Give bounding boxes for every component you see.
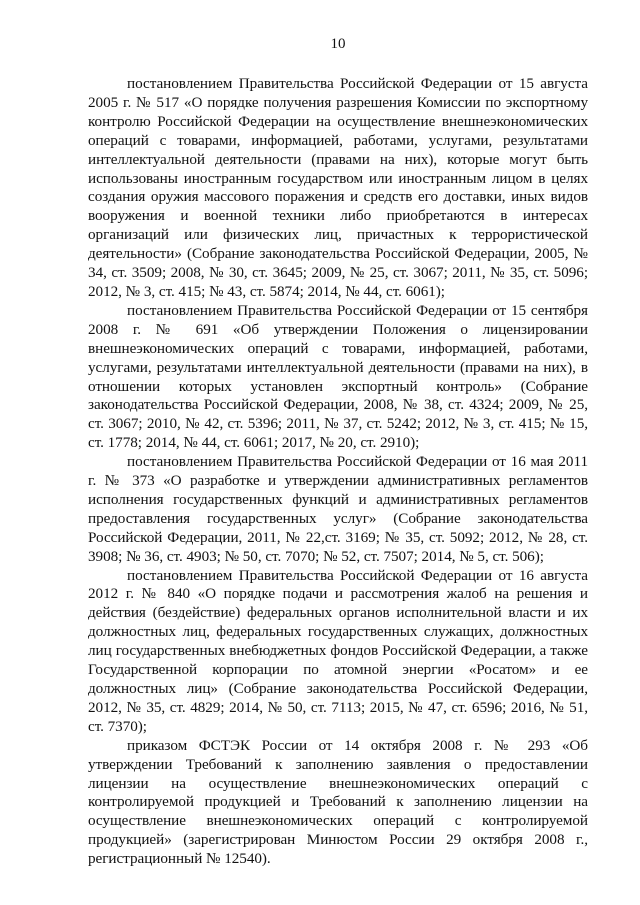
paragraph-resolution-840: постановлением Правительства Российской Федерации от 16 августа 2012 г. № 840 «О порядке подачи и рассмотрения жалоб на решения и действия (бездействие) федеральных органов исполнительной власти и их должностных лиц, федеральных государственных служащих, должностных лиц государственных внебюджетных фондов Российской Федерации, а также Государственной корпорации по атомной энергии «Росатом» и ее должностных лиц» (Собрание законодательства Российской Федерации, 2012, № 35, ст. 4829; 2014, № 50, ст. 7113; 2015, № 47, ст. 6596; 2016, № 51, ст. 7370); <box>88 566 588 735</box>
page-number: 10 <box>330 36 346 52</box>
paragraph-resolution-517: постановлением Правительства Российской Федерации от 15 августа 2005 г. № 517 «О порядке получения разрешения Комиссии по экспортному контролю Российской Федерации на осуществление внешнеэкономических операций с товарами, информацией, работами, услугами, результатами интеллектуальной деятельности (правами на них), которые могут быть использованы иностранным государством или иностранным лицом в целях создания оружия массового поражения и средств его доставки, иных видов вооружения и военной техники либо приобретаются в интересах организаций или физических лиц, причастных к террористической деятельности» (Собрание законодательства Российской Федерации, 2005, № 34, ст. 3509; 2008, № 30, ст. 3645; 2009, № 25, ст. 3067; 2011, № 35, ст. 5096; 2012, № 3, ст. 415; № 43, ст. 5874; 2014, № 44, ст. 6061); <box>88 75 588 300</box>
paragraph-resolution-691: постановлением Правительства Российской Федерации от 15 сентября 2008 г. № 691 «Об утверждении Положения о лицензировании внешнеэкономических операций с товарами, информацией, работами, услугами, результатами интеллектуальной деятельности (правами на них), в отношении которых установлен экспортный контроль» (Собрание законодательства Российской Федерации, 2008, № 38, ст. 4324; 2009, № 25, ст. 3067; 2010, № 42, ст. 5396; 2011, № 37, ст. 5242; 2012, № 3, ст. 415; № 15, ст. 1778; 2014, № 44, ст. 6061; 2017, № 20, ст. 2910); <box>88 301 588 452</box>
paragraph-order-293: приказом ФСТЭК России от 14 октября 2008 г. № 293 «Об утверждении Требований к заполнению заявления о предоставлении лицензии на осуществление внешнеэкономических операций с контролируемой продукцией и Требований к заполнению лицензии на осуществление внешнеэкономических операций с контролируемой продукцией» (зарегистрирован Минюстом России 29 октября 2008 г., регистрационный № 12540). <box>88 736 588 868</box>
paragraph-resolution-373: постановлением Правительства Российской Федерации от 16 мая 2011 г. № 373 «О разработке и утверждении административных регламентов исполнения государственных функций и административных регламентов предоставления государственных услуг» (Собрание законодательства Российской Федерации, 2011, № 22,ст. 3169; № 35, ст. 5092; 2012, № 28, ст. 3908; № 36, ст. 4903; № 50, ст. 7070; № 52, ст. 7507; 2014, № 5, ст. 506); <box>88 453 588 565</box>
